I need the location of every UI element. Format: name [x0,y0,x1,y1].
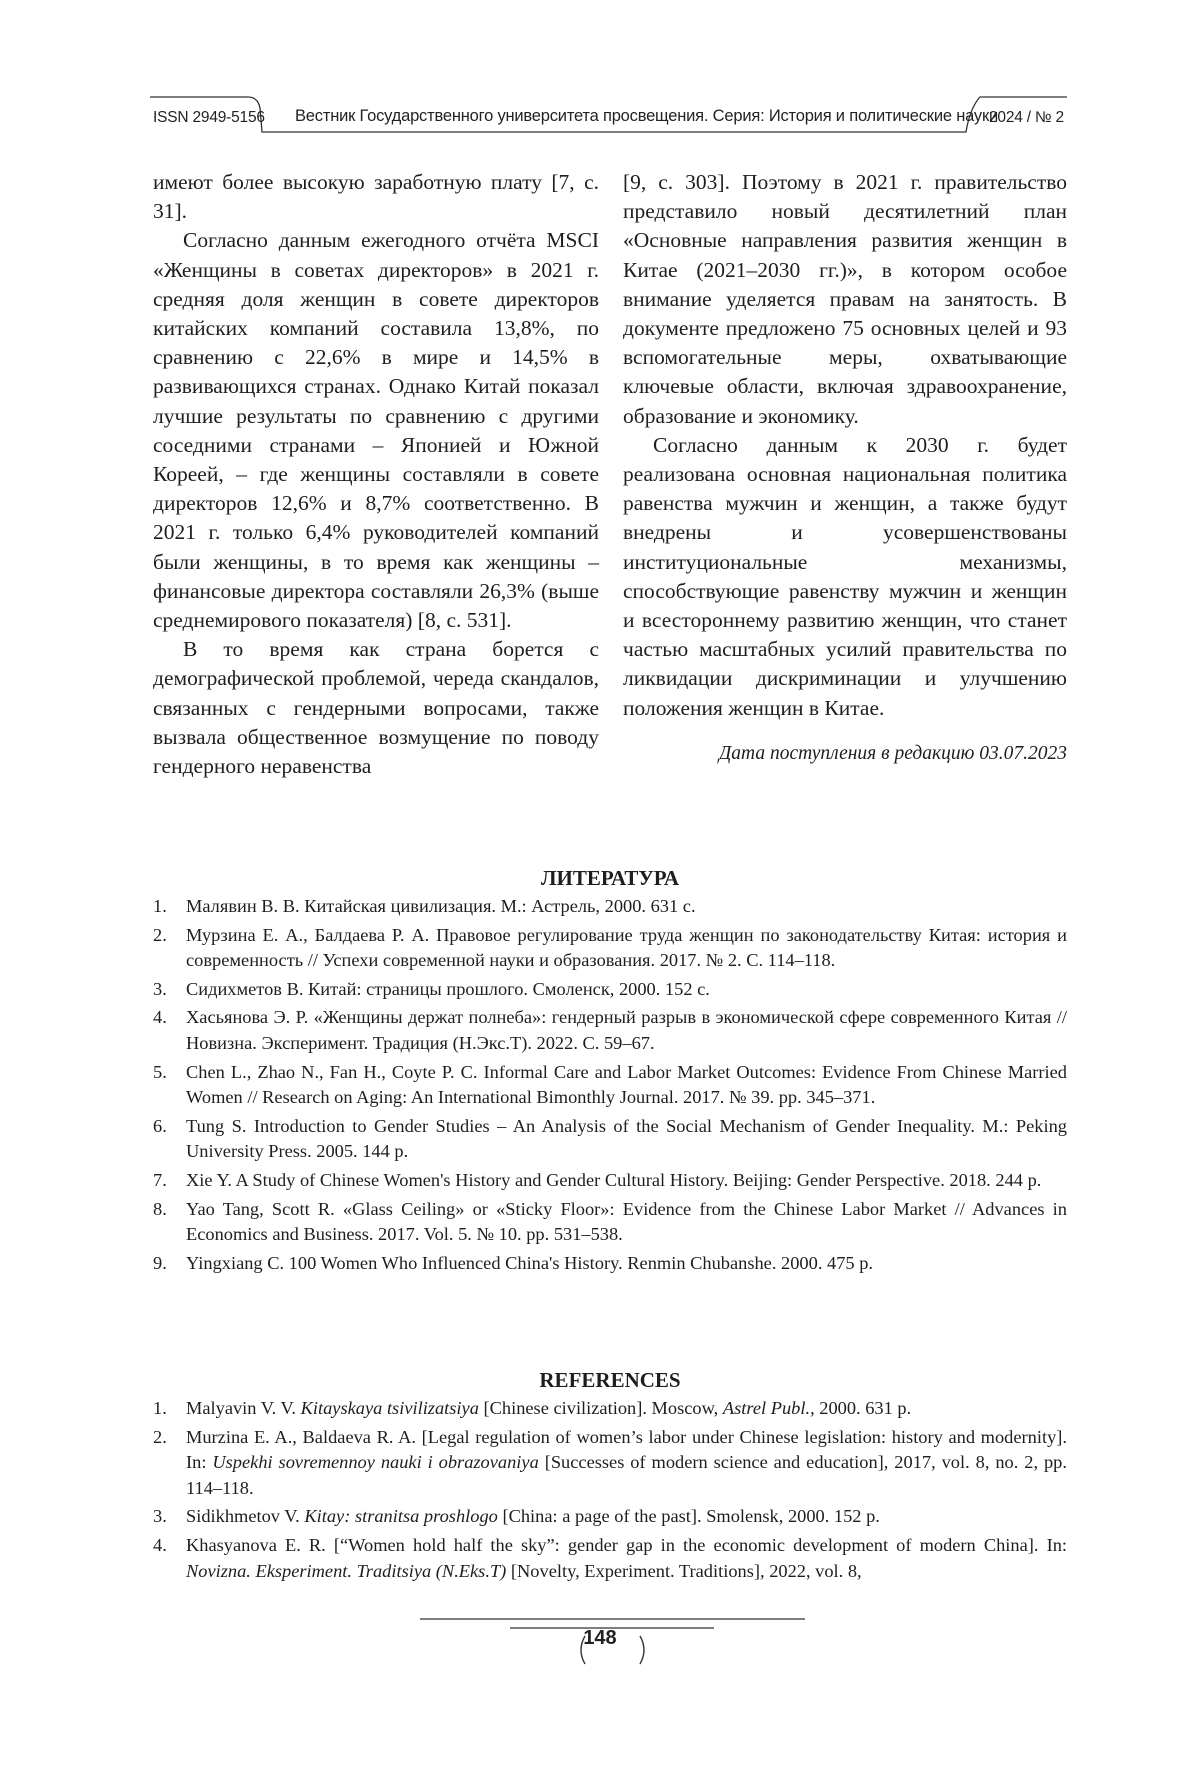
references-title: REFERENCES [539,1368,681,1392]
item-number: 4. [153,1534,167,1555]
issn: ISSN 2949-5156 [153,109,265,126]
reference-item [153,1504,1067,1530]
item-title: Kitayskaya tsivilizatsiya [300,1398,479,1418]
item-number: 2. [153,924,167,945]
item-text: Хасьянова Э. Р. «Женщины держат полнеба»: гендерный разрыв в экономической сфере современного Китая // Новизна. Эксперимент. Традиция (Н.Экс.Т). 2022. С. 59–67. [186,1007,1067,1053]
reference-item [153,1533,1067,1584]
item-text: Khasyanova E. R. [“Women hold half the sky”: gender gap in the economic development of modern China]. In: [186,1534,1067,1555]
journal-title: Вестник Государственного университета просвещения. Серия: История и политические науки [295,107,998,125]
item-number: 3. [153,1506,167,1527]
issue-number: 2024 / № 2 [989,109,1064,126]
item-number: 4. [153,1007,167,1028]
item-text: Сидихметов В. Китай: страницы прошлого. Смоленск, 2000. 152 с. [186,978,710,999]
paragraph: Согласно данным к 2030 г. будет реализована основная национальная политика равенства мужчин и женщин, а также будут внедрены и усовершенствованы институциональные механизмы, способствующие равенству мужчин и женщин и всестороннему развитию женщин, что станет частью масштабных усилий правительства по ликвидации дискриминации и улучшению положения женщин в Китае. [623,432,1067,720]
item-number: 6. [153,1115,167,1136]
literature-item [153,1168,1067,1194]
paragraph: имеют более высокую заработную плату [7, с. 31]. [153,170,599,224]
item-text: Мурзина Е. А., Балдаева Р. А. Правовое регулирование труда женщин по законодательству Китая: история и современность // Успехи современной науки и образования. 2017. № 2. С. 114–118. [186,924,1067,971]
literature-item [153,1060,1067,1111]
received-date: Дата поступления в редакцию 03.07.2023 [718,742,1067,764]
item-publisher: Astrel Publ. [722,1398,811,1418]
item-number: 1. [153,1398,167,1418]
literature-item [153,1114,1067,1165]
item-text: Малявин В. В. Китайская цивилизация. М.: Астрель, 2000. 631 с. [186,896,696,916]
literature-title: ЛИТЕРАТУРА [540,866,680,890]
literature-item [153,923,1067,974]
references-list [153,1396,1067,1587]
item-text: , 2000. 631 p. [810,1398,912,1418]
item-text: [China: a page of the past]. Smolensk, 2000. 152 p. [497,1506,880,1527]
item-text: Tung S. Introduction to Gender Studies – An Analysis of the Social Mechanism of Gender Inequality. M.: Peking University Press. 2005. 144 p. [186,1115,1067,1162]
item-title: Novizna. Eksperiment. Traditsiya (N.Eks.T) [186,1560,507,1581]
left-column [153,168,599,781]
header-rule [0,0,1200,150]
item-text: Malyavin V. V. [186,1398,301,1418]
literature-item [153,1005,1067,1056]
literature-item [153,1251,1067,1277]
paragraph: В то время как страна борется с демографической проблемой, череда скандалов, связанных с гендерными вопросами, также вызвала общественное возмущение по поводу гендерного неравенства [153,637,599,779]
item-number: 1. [153,896,167,916]
item-number: 9. [153,1252,167,1273]
page-number: 148 [583,1627,617,1649]
literature-list [153,894,1067,1279]
item-text: Murzina E. A., Baldaeva R. A. [Legal regulation of women’s labor under Chinese legislation: history and modernity]. In: [186,1426,1067,1473]
right-column [623,168,1067,768]
paragraph: Согласно данным ежегодного отчёта MSCI «Женщины в советах директоров» в 2021 г. средняя доля женщин в совете директоров китайских компаний составила 13,8%, по сравнению с 22,6% в мире и 14,5% в развивающихся странах. Однако Китай показал лучшие результаты по сравнению с другими соседними странами – Японией и Южной Кореей, – где женщины составляли в совете директоров 12,6% и 8,7% соответственно. В 2021 г. только 6,4% руководителей компаний были женщины, в то время как женщины – финансовые директора составляли 26,3% (выше среднемирового показателя) [8, с. 531]. [153,228,599,633]
paragraph: [9, с. 303]. Поэтому в 2021 г. правительство представило новый десятилетний план «Основные направления развития женщин в Китае (2021–2030 гг.)», в котором особое внимание уделяется правам на занятость. В документе предложено 75 основных целей и 93 вспомогательные меры, охватывающие ключевые области, включая здравоохранение, образование и экономику. [623,170,1067,428]
literature-item [153,1197,1067,1248]
item-number: 2. [153,1426,167,1447]
item-text: [Successes of modern science and education], 2017, vol. 8, no. 2, pp. 114–118. [186,1452,1067,1498]
item-text: Xie Y. A Study of Chinese Women's History and Gender Cultural History. Beijing: Gender Perspective. 2018. 244 p. [186,1169,1042,1190]
literature-item [153,977,1067,1003]
item-title: Uspekhi sovremennoy nauki i obrazovaniya [212,1452,539,1473]
literature-item [153,894,1067,920]
item-text: [Novelty, Experiment. Traditions], 2022, vol. 8, [506,1560,862,1581]
item-text: Sidikhmetov V. [186,1506,305,1527]
item-text: Yao Tang, Scott R. «Glass Ceiling» or «Sticky Floor»: Evidence from the Chinese Labor Market // Advances in Economics and Business. 2017. Vol. 5. № 10. pp. 531–538. [186,1198,1067,1245]
item-text: [Chinese civilization]. Moscow, [478,1398,723,1418]
item-text: Chen L., Zhao N., Fan H., Coyte P. C. Informal Care and Labor Market Outcomes: Evidence From Chinese Married Women // Research on Aging: An International Bimonthly Journal. 2017. № 39. pp. 345–371. [186,1061,1067,1108]
reference-item [153,1396,1067,1422]
item-number: 7. [153,1169,167,1190]
item-title: Kitay: stranitsa proshlogo [304,1506,498,1527]
item-number: 8. [153,1198,167,1219]
reference-item [153,1425,1067,1502]
item-number: 3. [153,978,167,999]
running-header [0,0,1200,150]
item-number: 5. [153,1061,167,1082]
item-text: Yingxiang C. 100 Women Who Influenced China's History. Renmin Chubanshe. 2000. 475 p. [186,1252,873,1273]
